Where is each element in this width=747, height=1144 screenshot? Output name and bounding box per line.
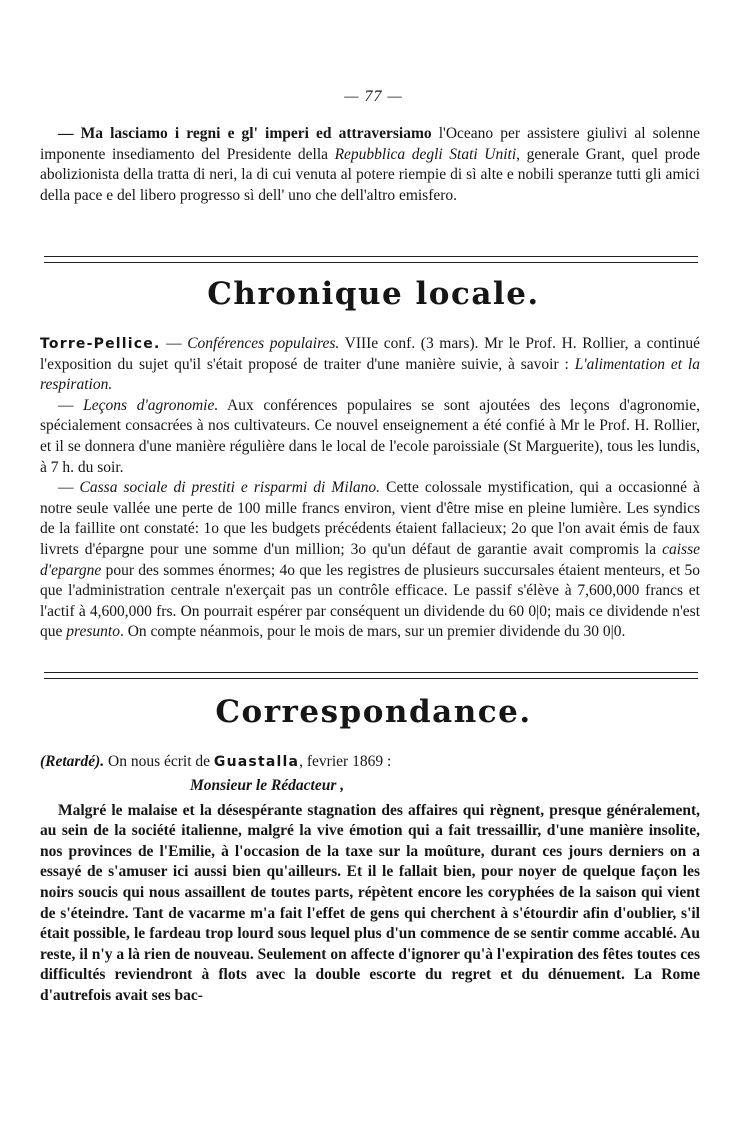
page-number: — 77 — [344,88,403,105]
chronique-paragraph-conferences: Torre-Pellice. — Conférences populaires. VIIIe conf. (3 mars). Mr le Prof. H. Rollier, a continué l'exposition du sujet qu'il s'était proposé de traiter d'une manière suivie, à savoir : L'alimentation et la respiration. [40,335,700,394]
correspondance-intro: (Retardé). On nous écrit de Guastalla, fevrier 1869 : [40,753,392,770]
intro-paragraph [40,124,700,206]
letter-body: Malgré le malaise et la désespérante stagnation des affaires qui règnent, presque généralement, au sein de la société italienne, malgré la vive émotion qui a fait tressaillir, d'une manière insolite, nos provinces de l'Emilie, à l'occasion de la taxe sur la moûture, durant ces jours derniers on a essayé de s'amuser ici aussi bien qu'ailleurs. Et il le fallait bien, pour noyer de quelque façon les noirs soucis qui nous assaillent de toutes parts, répètent encore les coryphées de la saison qui vient de s'éteindre. Tant de vacarme m'a fait l'effet de gens qui cherchent à s'étourdir afin d'oublier, s'il était possible, le fardeau trop lourd sous lequel plus d'un commence de se sentir comme accablé. Au reste, il n'y a là rien de nouveau. Seulement on affecte d'ignorer qu'à l'expiration des fêtes toutes ces difficultés reviendront à flots avec la double escorte du regret et du dénuement. La Rome d'autrefois avait ses bac- [40,801,700,1004]
conferences-title: Conférences populaires. [187,335,340,352]
heading-chronique: Chronique locale. [207,276,540,312]
presunto-term: presunto [66,623,120,641]
intro-text-2: , generale Grant, quel prode abolizionista della tratta di neri, la di cui venuta al potere riempie di sì alte e nobili speranze tutti gli amici della pace e del libero progresso sì dell' uno che dell'altro emisfero. [40,145,700,204]
chronique-paragraph-agronomie: — Leçons d'agronomie. Aux conférences populaires se sont ajoutées des leçons d'agronomie, spécialement consacrées à nos cultivateurs. Ce nouvel enseignement a été confié à Mr le Prof. H. Rollier, et il se donnera d'une manière régulière dans le local de l'ecole paroissiale (St Marguerite), tous les lundis, à 7 h. du soir. [40,396,700,476]
chronique-paragraph-cassa: — Cassa sociale di prestiti e risparmi di Milano. Cette colossale mystification, qui a occasionné à notre seule vallée une perte de 100 mille francs environ, vient d'être mise en pleine lumière. Les syndics de la faillite ont constaté: 1o que les budgets précédents étaient fallacieux; 2o que l'on avait émis de faux livrets d'épargne pour une somme d'un million; 3o qu'un défaut de garantie avait compromis la caisse d'epargne pour des sommes énormes; 4o que les registres de plusieurs succursales étaient menteurs, et 5o que l'administration centrale n'exerçait pas un contrôle efficace. Le passif s'élève à 7,600,000 francs et l'actif à 4,600,000 frs. On pourrait espérer par conséquent un dividende du 60 0|0; mais ce dividende n'est que presunto. On compte néanmois, pour le mois de mars, sur un premier dividende du 30 0|0. [40,479,700,641]
conference-topic: L'alimentation et la respiration. [40,355,700,394]
agronomie-title: Leçons d'agronomie. [83,396,219,414]
retarde-note: (Retardé). [40,753,105,770]
heading-correspondance: Correspondance. [215,694,532,730]
intro-republic: Repubblica degli Stati Uniti [334,145,517,163]
intro-lead: — Ma lasciamo i regni e gl' imperi ed attraversiamo [58,125,432,142]
section-divider [44,672,698,679]
cassa-title: Cassa sociale di prestiti e risparmi di Milano. [79,479,381,497]
chronique-section [40,334,700,643]
caisse-term: caisse d'epargne [40,540,700,579]
city-name: Guastalla [213,754,300,770]
place-name: Torre-Pellice. [40,336,161,352]
letter-addressee: Monsieur le Rédacteur , [190,776,345,794]
section-divider [44,256,698,263]
intro-text-1: l'Oceano per assistere giulivi al solenne imponente insediamento del Presidente della [40,125,700,163]
correspondance-section [40,752,700,1007]
